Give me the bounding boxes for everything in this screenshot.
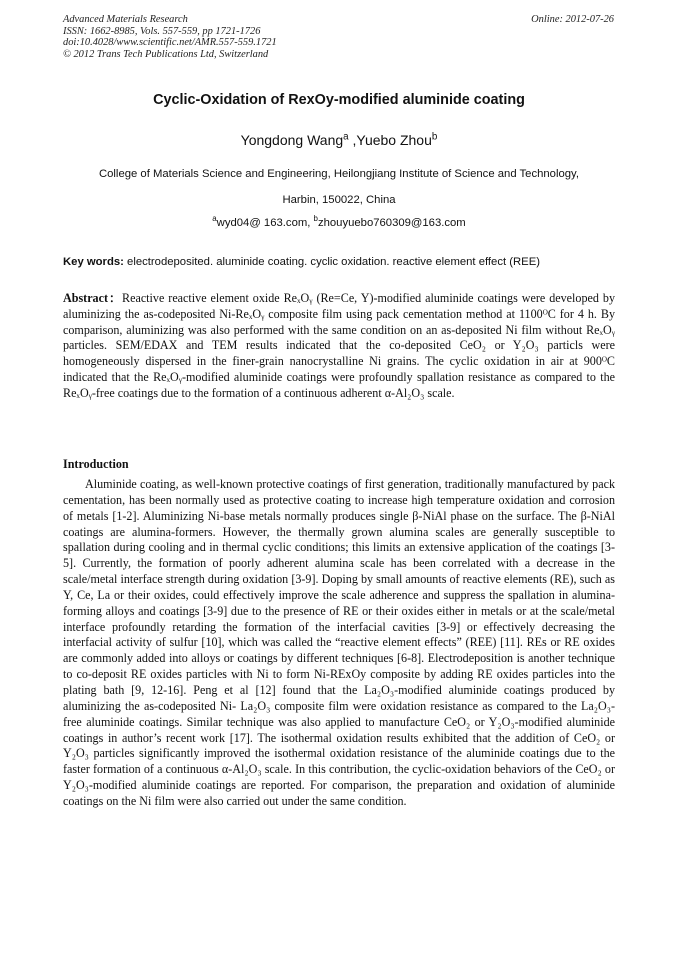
email-line xyxy=(0,214,678,229)
author-1: Yongdong Wang xyxy=(240,132,344,148)
keywords-text: electrodeposited. aluminide coating. cyclic oxidation. reactive element effect (REE) xyxy=(123,256,541,268)
paper-title: Cyclic-Oxidation of RexOy-modified aluminide coating xyxy=(153,92,525,108)
affiliation-line-2: Harbin, 150022, China xyxy=(282,194,396,206)
copyright-line: © 2012 Trans Tech Publications Ltd, Switzerland xyxy=(63,48,269,60)
author-2: ,Yuebo Zhou xyxy=(352,132,432,148)
email-a: wyd04@ 163.com, xyxy=(216,217,314,229)
journal-header xyxy=(63,14,277,60)
issn-line: ISSN: 1662-8985, Vols. 557-559, pp 1721-1726 xyxy=(63,25,261,37)
doi-line: doi:10.4028/www.scientific.net/AMR.557-559.1721 xyxy=(63,37,277,49)
email-a-marker: a xyxy=(212,214,217,224)
email-b: zhouyuebo760309@163.com xyxy=(317,217,466,229)
abstract-label: Abstract xyxy=(63,291,109,305)
abstract-text: Reactive reactive element oxide ReₓOᵧ (Re=Ce, Y)-modified aluminide coatings were developed by aluminizing the as-codeposited Ni-ReₓOᵧ composite film using pack cementation method at 1100ᴼC for 4 h. By comparison, aluminizing was also performed with the same condition on an as-deposited Ni film without ReₓOᵧ particles. SEM/EDAX and TEM results indicated that the co-deposited CeO₂ or Y₂O₃ particls were homogeneously dispersed in the finer-grain nanocrystalline Ni grains. The cyclic oxidation in air at 900ᴼC indicated that the ReₓOᵧ-modified aluminide coatings were profoundly spallation resistance as compared to the ReₓOᵧ-free coatings due to the formation of a continuous adherent α-Al₂O₃ scale. xyxy=(63,291,615,400)
author-2-marker: b xyxy=(431,131,438,143)
journal-name: Advanced Materials Research xyxy=(63,14,188,25)
author-line xyxy=(0,132,678,148)
abstract: Abstract：Reactive reactive element oxide ReₓOᵧ (Re=Ce, Y)-modified aluminide coatings were developed by aluminizing the as-codeposited Ni-ReₓOᵧ composite film using pack cementation method at 1100ᴼC for 4 h. By comparison, aluminizing was also performed with the same condition on an as-deposited Ni film without ReₓOᵧ particles. SEM/EDAX and TEM results indicated that the co-deposited CeO₂ or Y₂O₃ particls were homogeneously dispersed in the finer-grain nanocrystalline Ni grains. The cyclic oxidation in air at 900ᴼC indicated that the ReₓOᵧ-modified aluminide coatings were profoundly spallation resistance as compared to the ReₓOᵧ-free coatings due to the formation of a continuous adherent α-Al₂O₃ scale. xyxy=(63,291,615,400)
affiliation-line-1: College of Materials Science and Engineering, Heilongjiang Institute of Science and Technology, xyxy=(98,168,579,180)
keywords xyxy=(63,256,615,268)
author-1-marker: a xyxy=(343,131,349,143)
introduction-body: Aluminide coating, as well-known protective coatings of first generation, traditionally manufactured by pack cementation, has been normally used as protective coating to increase high temperature oxidation and corrosion of metals [1-2]. Aluminizing Ni-base metals normally produces single β-NiAl phase on the surface. The β-NiAl coatings are alumina-formers. However, the thermally grown alumina scales are generally susceptible to spallation during cooling and in thermal cyclic conditions; this limits an extensive application of the coatings [3-5]. Currently, the formation of poorly adherent alumina scale has been correlated with a decrease in the scale/metal interface strength during oxidation [3-9]. Doping by small amounts of reactive elements (RE), such as Y, Ce, La or their oxides, could effectively improve the scale adherence and suppress the spallation in alumina-forming alloys and coatings [3-9] due to the presence of RE or their oxides either in metals or at the scale/metal interface profoundly retarding the formation of the interfacial cavities [3-9] or effectively decreasing the interfacial activity of sulfur [10], which was called the “reactive element effects” (REE) [11]. REs or RE oxides are commonly added into alloys or coatings by different techniques [6-8]. Electrodeposition is another technique to co-deposit RE oxides particles with Ni to form Ni-RExOy composite by adding RE oxides particles into the plating bath [9, 12-16]. Peng et al [12] found that the La₂O₃-modified aluminide coatings produced by aluminizing the as-codeposited Ni- La₂O₃ composite film were oxidation resistance as compared to the La₂O₃-free aluminide coatings. Similar technique was also applied to manufacture CeO₂ or Y₂O₃-modified aluminide coatings in author’s recent work [17]. The isothermal oxidation results exhibited that the addition of CeO₂ or Y₂O₃ particles significantly improved the isothermal oxidation resistance of the aluminide coatings due to the faster formation of a continuous α-Al₂O₃ scale. In this contribution, the cyclic-oxidation behaviors of the CeO₂ or Y₂O₃-modified aluminide coatings are reported. For comparison, the preparation and oxidation of aluminide coatings on the Ni film were also carried out under the same condition. xyxy=(63,477,615,808)
introduction-heading: Introduction xyxy=(63,457,129,471)
email-b-marker: b xyxy=(313,214,318,224)
keywords-label: Key words: xyxy=(63,256,124,268)
online-date: Online: 2012-07-26 xyxy=(531,14,614,25)
